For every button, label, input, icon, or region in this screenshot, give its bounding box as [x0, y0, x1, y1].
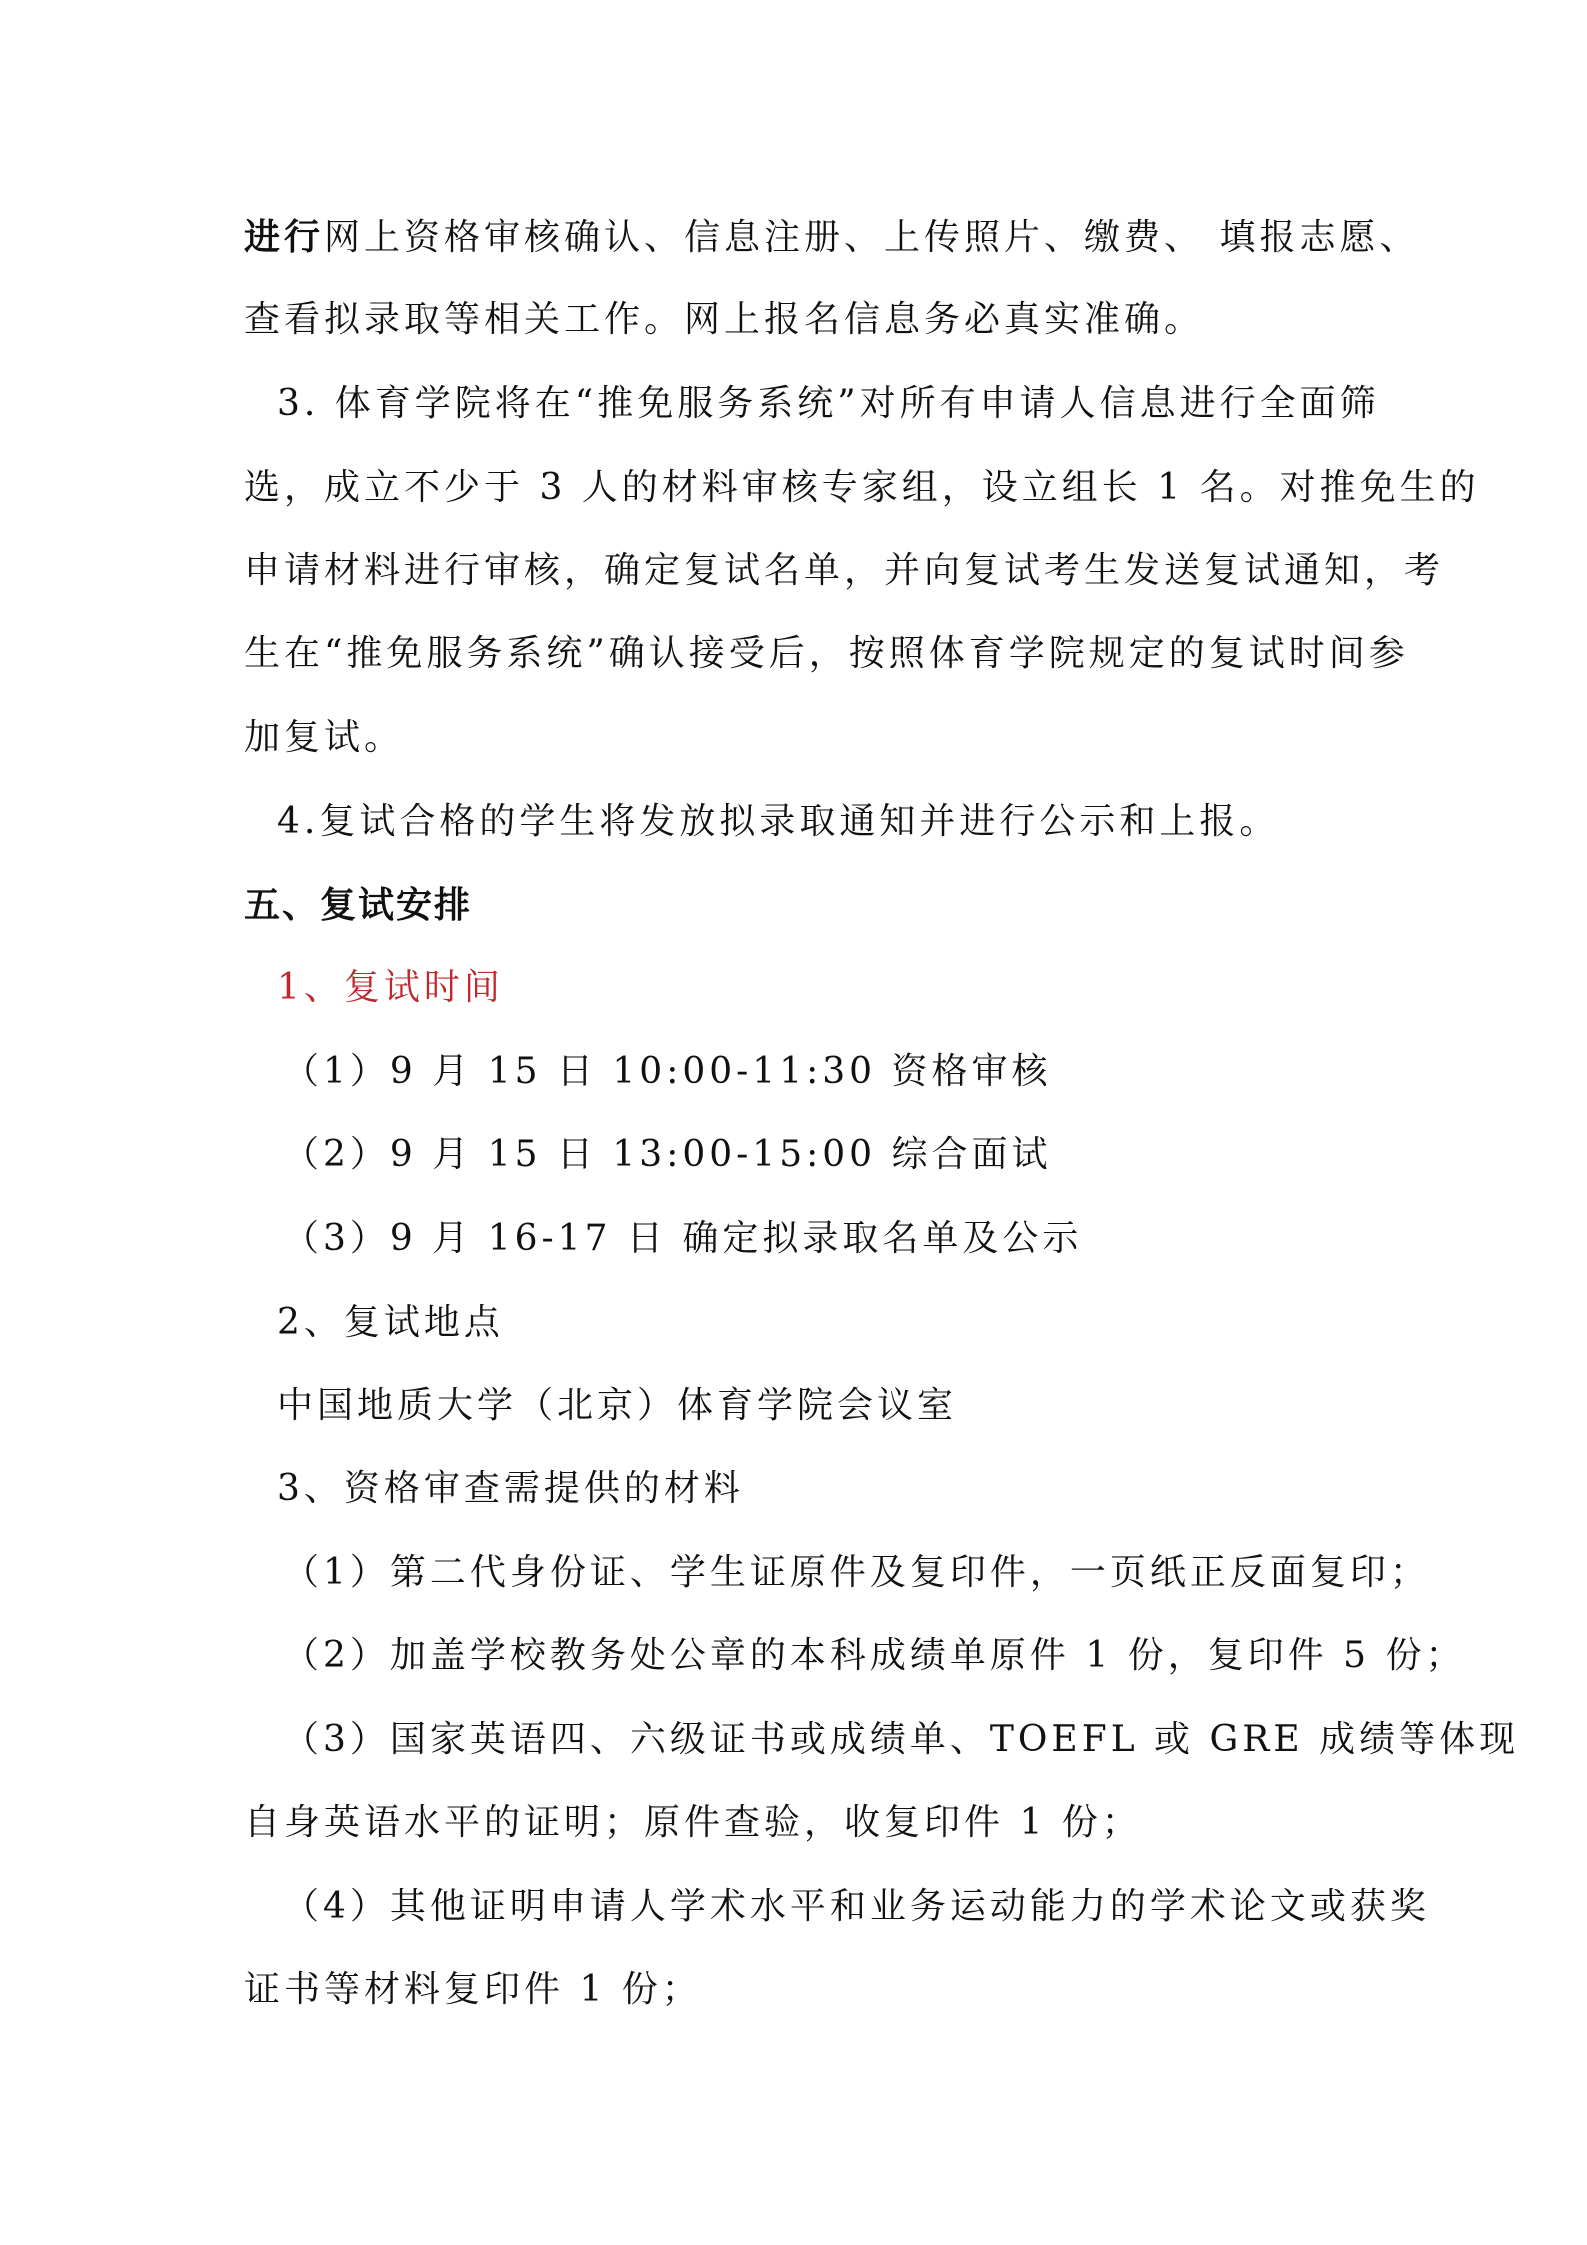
line-lead-text: 进行: [244, 216, 325, 258]
schedule-item-3: （3）9 月 16-17 日 确定拟录取名单及公示: [283, 1218, 1083, 1259]
item-4-line: 4.复试合格的学生将发放拟录取通知并进行公示和上报。: [277, 801, 1280, 842]
line-text: 网上资格审核确认、信息注册、上传照片、缴费、 填报志愿、: [324, 217, 1420, 258]
item-3-line-4: 生在“推免服务系统”确认接受后，按照体育学院规定的复试时间参: [244, 633, 1409, 674]
materials-item-3-line-1: （3）国家英语四、六级证书或成绩单、TOEFL 或 GRE 成绩等体现: [283, 1719, 1520, 1760]
paragraph-line-2: 查看拟录取等相关工作。网上报名信息务必真实准确。: [244, 299, 1205, 340]
materials-item-4-line-2: 证书等材料复印件 1 份；: [244, 1969, 702, 2010]
item-3-line-5: 加复试。: [244, 717, 405, 758]
item-3-line-1: 3. 体育学院将在“推免服务系统”对所有申请人信息进行全面筛: [277, 383, 1380, 424]
subheading-time: 1、复试时间: [277, 967, 504, 1008]
materials-item-4-line-1: （4）其他证明申请人学术水平和业务运动能力的学术论文或获奖: [283, 1886, 1430, 1927]
item-3-line-3: 申请材料进行审核，确定复试名单，并向复试考生发送复试通知，考: [244, 550, 1445, 591]
schedule-item-2: （2）9 月 15 日 13:00-15:00 综合面试: [283, 1134, 1052, 1175]
schedule-item-1: （1）9 月 15 日 10:00-11:30 资格审核: [283, 1051, 1052, 1092]
materials-item-3-line-2: 自身英语水平的证明；原件查验，收复印件 1 份；: [244, 1802, 1142, 1843]
location-text: 中国地质大学（北京）体育学院会议室: [277, 1385, 958, 1426]
paragraph-line-1: [244, 215, 1419, 260]
subheading-location: 2、复试地点: [277, 1302, 504, 1343]
section-heading: 五、复试安排: [244, 884, 473, 926]
item-3-line-2: 选，成立不少于 3 人的材料审核专家组，设立组长 1 名。对推免生的: [244, 467, 1480, 508]
materials-item-1: （1）第二代身份证、学生证原件及复印件，一页纸正反面复印；: [283, 1552, 1430, 1593]
subheading-materials: 3、资格审查需提供的材料: [277, 1468, 744, 1509]
materials-item-2: （2）加盖学校教务处公章的本科成绩单原件 1 份，复印件 5 份；: [283, 1635, 1466, 1676]
